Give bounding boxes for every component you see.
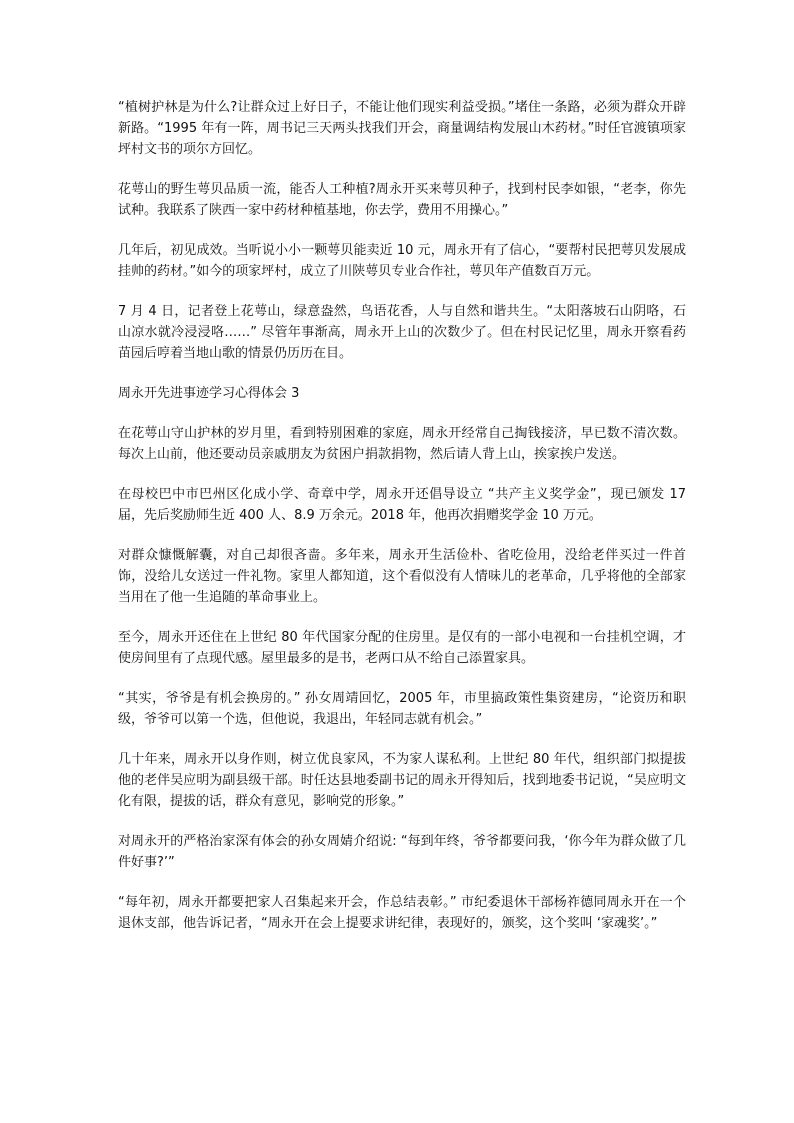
section-heading: 周永开先进事迹学习心得体会 3 (118, 386, 300, 401)
paragraph-12: “每年初，周永开都要把家人召集起来开会，作总结表彰。” 市纪委退休干部杨祚德同周永开在一个退休支部，他告诉记者，“周永开在会上提要求讲纪律，表现好的，颁奖，这个奖叫 ‘家魂奖’。” (118, 895, 686, 931)
paragraph-8: 至今，周永开还住在上世纪 80 年代国家分配的住房里。是仅有的一部小电视和一台挂机空调，才使房间里有了点现代感。屋里最多的是书，老两口从不给自己添置家具。 (118, 630, 686, 666)
paragraph-2: 花萼山的野生萼贝品质一流，能否人工种植?周永开买来萼贝种子，找到村民李如银，“老李，你先试种。我联系了陕西一家中药材种植基地，你去学，费用不用操心。” (118, 182, 686, 218)
paragraph-7: 对群众慷慨解囊，对自己却很吝啬。多年来，周永开生活俭朴、省吃俭用，没给老伴买过一件首饰，没给儿女送过一件礼物。家里人都知道，这个看似没有人情味儿的老革命，几乎将他的全部家当用在了他一生追随的革命事业上。 (118, 548, 686, 605)
paragraph-11: 对周永开的严格治家深有体会的孙女周婧介绍说: “每到年终，爷爷都要问我，‘你今年为群众做了几件好事?’” (118, 834, 686, 870)
document-body (118, 97, 686, 953)
paragraph-5: 在花萼山守山护林的岁月里，看到特别困难的家庭，周永开经常自己掏钱接济，早已数不清次数。每次上山前，他还要动员亲戚朋友为贫困户捐款捐物，然后请人背上山，挨家挨户发送。 (118, 426, 686, 462)
paragraph-3: 几年后，初见成效。当听说小小一颗萼贝能卖近 10 元，周永开有了信心，“要帮村民把萼贝发展成挂帅的药材。”如今的项家坪村，成立了川陕萼贝专业合作社，萼贝年产值数百万元。 (118, 243, 686, 279)
paragraph-9: “其实，爷爷是有机会换房的。” 孙女周靖回忆，2005 年，市里搞政策性集资建房，“论资历和职级，爷爷可以第一个选，但他说，我退出，年轻同志就有机会。” (118, 691, 686, 727)
paragraph-10: 几十年来，周永开以身作则，树立优良家风，不为家人谋私利。上世纪 80 年代，组织部门拟提拔他的老伴吴应明为副县级干部。时任达县地委副书记的周永开得知后，找到地委书记说，“吴应明文化有限，提拔的话，群众有意见，影响党的形象。” (118, 752, 686, 809)
paragraph-6: 在母校巴中市巴州区化成小学、奇章中学，周永开还倡导设立 “共产主义奖学金”，现已颁发 17 届，先后奖励师生近 400 人、8.9 万余元。2018 年，他再次捐赠奖学金 10 万元。 (118, 487, 686, 523)
paragraph-1: “植树护林是为什么?让群众过上好日子，不能让他们现实利益受损。”堵住一条路，必须为群众开辟新路。“1995 年有一阵，周书记三天两头找我们开会，商量调结构发展山木药材。”时任官渡镇项家坪村文书的项尔方回忆。 (118, 100, 686, 157)
paragraph-4: 7 月 4 日，记者登上花萼山，绿意盎然，鸟语花香，人与自然和谐共生。“太阳落坡石山阴咯，石山凉水就冷浸浸咯……” 尽管年事渐高，周永开上山的次数少了。但在村民记忆里，周永开察看药苗园后哼着当地山歌的情景仍历历在目。 (118, 304, 686, 361)
